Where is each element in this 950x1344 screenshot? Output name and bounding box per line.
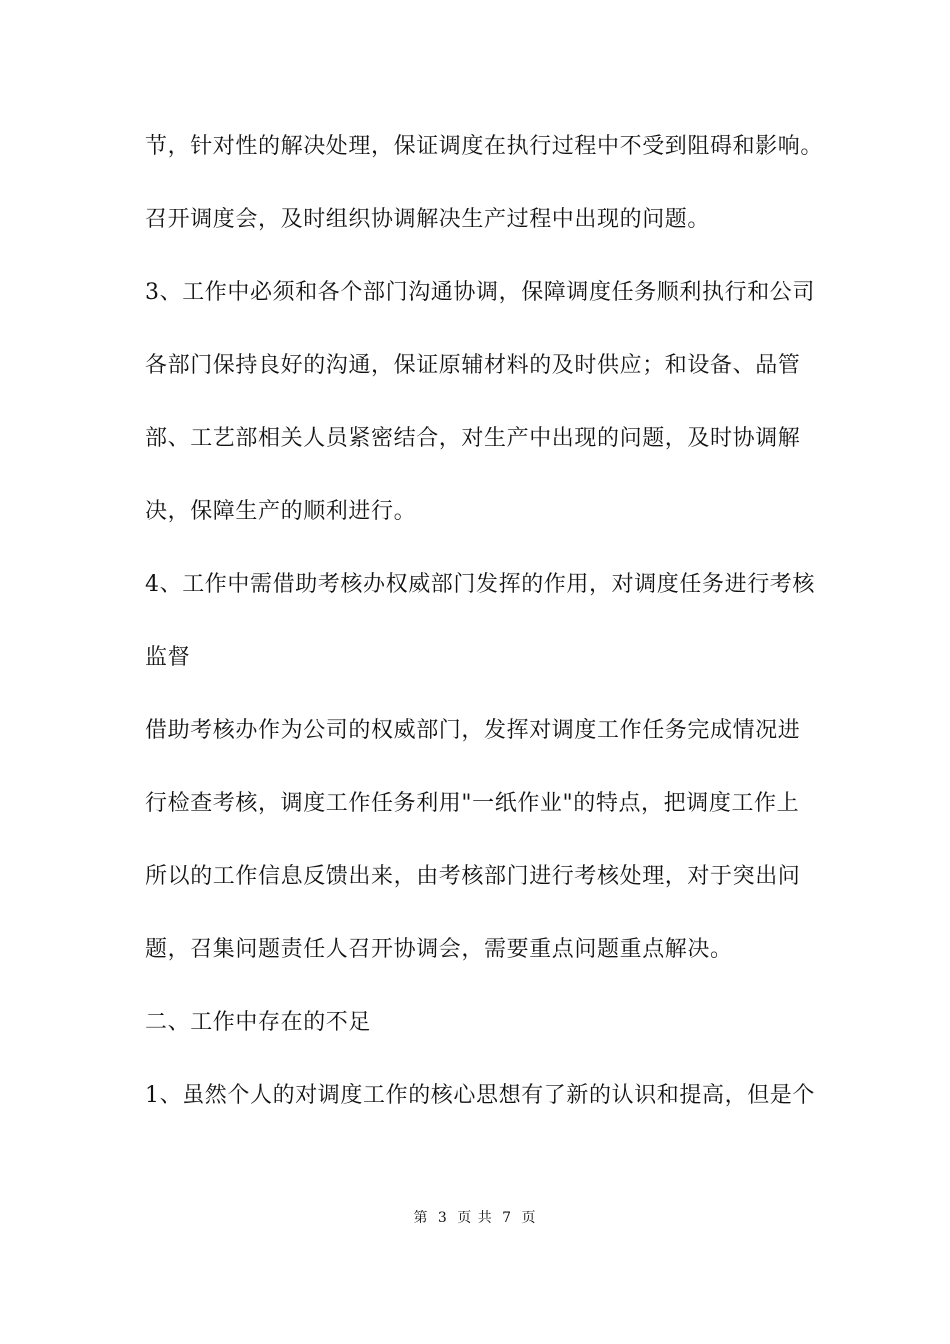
body-line-4: 各部门保持良好的沟通，保证原辅材料的及时供应；和设备、品管 bbox=[145, 353, 801, 378]
body-line-8: 监督 bbox=[145, 645, 191, 670]
section-heading: 二、工作中存在的不足 bbox=[145, 1010, 372, 1035]
body-line-9: 借助考核办作为公司的权威部门，发挥对调度工作任务完成情况进 bbox=[145, 718, 801, 743]
body-line-3: 3、工作中必须和各个部门沟通协调，保障调度任务顺利执行和公司 bbox=[145, 280, 815, 305]
page-footer bbox=[0, 1208, 950, 1228]
body-line-1: 节，针对性的解决处理，保证调度在执行过程中不受到阻碍和影响。 bbox=[145, 134, 824, 159]
footer-current-page: 3 bbox=[437, 1210, 448, 1226]
body-line-6: 决，保障生产的顺利进行。 bbox=[145, 499, 417, 524]
body-line-11: 所以的工作信息反馈出来，由考核部门进行考核处理，对于突出问 bbox=[145, 864, 801, 889]
footer-prefix: 第 bbox=[413, 1210, 429, 1226]
body-line-14: 1、虽然个人的对调度工作的核心思想有了新的认识和提高，但是个 bbox=[145, 1083, 815, 1108]
body-line-10: 行检查考核，调度工作任务利用"一纸作业"的特点，把调度工作上 bbox=[145, 791, 800, 816]
body-line-2: 召开调度会，及时组织协调解决生产过程中出现的问题。 bbox=[145, 207, 711, 232]
body-line-7: 4、工作中需借助考核办权威部门发挥的作用，对调度任务进行考核 bbox=[145, 572, 815, 597]
footer-middle: 页 共 bbox=[457, 1210, 493, 1226]
body-line-5: 部、工艺部相关人员紧密结合，对生产中出现的问题，及时协调解 bbox=[145, 426, 801, 451]
footer-suffix: 页 bbox=[521, 1210, 537, 1226]
footer-total-pages: 7 bbox=[502, 1210, 513, 1226]
body-line-12: 题，召集问题责任人召开协调会，需要重点问题重点解决。 bbox=[145, 937, 733, 962]
